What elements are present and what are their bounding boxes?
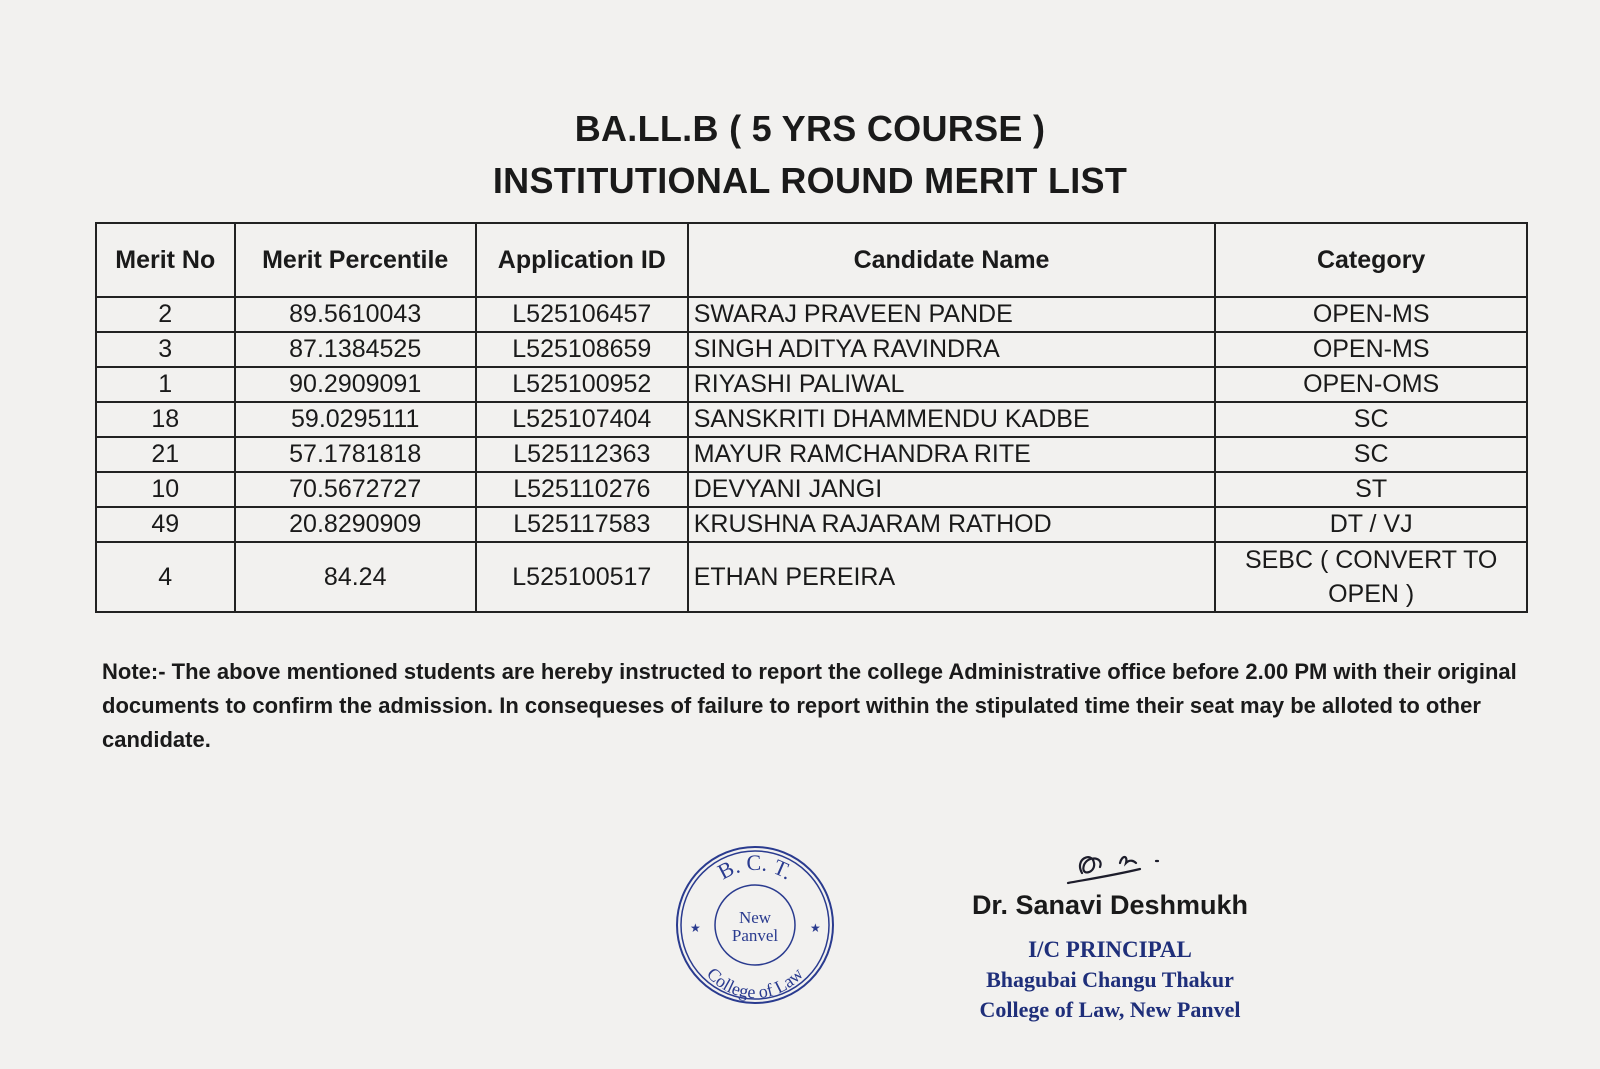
- category-cell: OPEN-OMS: [1215, 367, 1527, 402]
- merit-no-cell: 4: [96, 542, 235, 612]
- merit-no-cell: 2: [96, 297, 235, 332]
- merit-no-cell: 10: [96, 472, 235, 507]
- percentile-cell: 90.2909091: [235, 367, 476, 402]
- seal-center-line2: Panvel: [731, 926, 779, 945]
- svg-text:B. C. T.: [713, 850, 797, 885]
- table-row: [96, 297, 1527, 332]
- category-cell: SEBC ( CONVERT TO OPEN ): [1215, 542, 1527, 612]
- percentile-cell: 20.8290909: [235, 507, 476, 542]
- merit-no-cell: 18: [96, 402, 235, 437]
- seal-star-right-icon: ★: [810, 921, 821, 935]
- merit-no-cell: 1: [96, 367, 235, 402]
- header-category: Category: [1215, 223, 1527, 297]
- percentile-cell: 89.5610043: [235, 297, 476, 332]
- seal-center-line1: New: [738, 908, 772, 927]
- candidate-name-cell: SANSKRITI DHAMMENDU KADBE: [688, 402, 1216, 437]
- percentile-cell: 87.1384525: [235, 332, 476, 367]
- merit-table: [95, 222, 1528, 613]
- seal-bottom-text: College of Law: [702, 963, 808, 1003]
- percentile-cell: 70.5672727: [235, 472, 476, 507]
- category-cell: SC: [1215, 437, 1527, 472]
- candidate-name-cell: DEVYANI JANGI: [688, 472, 1216, 507]
- percentile-cell: 84.24: [235, 542, 476, 612]
- college-name-line1: Bhagubai Changu Thakur: [986, 967, 1234, 992]
- header-candidate-name: Candidate Name: [688, 223, 1216, 297]
- application-id-cell: L525112363: [476, 437, 688, 472]
- candidate-name-cell: SINGH ADITYA RAVINDRA: [688, 332, 1216, 367]
- merit-no-cell: 3: [96, 332, 235, 367]
- svg-text:College of Law: [703, 964, 807, 1003]
- candidate-name-cell: MAYUR RAMCHANDRA RITE: [688, 437, 1216, 472]
- category-cell: DT / VJ: [1215, 507, 1527, 542]
- merit-no-cell: 49: [96, 507, 235, 542]
- list-title: INSTITUTIONAL ROUND MERIT LIST: [492, 160, 1128, 201]
- table-row: [96, 472, 1527, 507]
- percentile-cell: 59.0295111: [235, 402, 476, 437]
- table-row: [96, 437, 1527, 472]
- application-id-cell: L525107404: [476, 402, 688, 437]
- percentile-cell: 57.1781818: [235, 437, 476, 472]
- application-id-cell: L525110276: [476, 472, 688, 507]
- application-id-cell: L525106457: [476, 297, 688, 332]
- header-application-id: Application ID: [476, 223, 688, 297]
- application-id-cell: L525100517: [476, 542, 688, 612]
- category-cell: OPEN-MS: [1215, 332, 1527, 367]
- signatory-role: I/C PRINCIPAL: [1028, 937, 1192, 962]
- table-row: [96, 542, 1527, 612]
- candidate-name-cell: RIYASHI PALIWAL: [688, 367, 1216, 402]
- college-seal-stamp: [670, 840, 840, 1010]
- application-id-cell: L525108659: [476, 332, 688, 367]
- category-cell: SC: [1215, 402, 1527, 437]
- table-row: [96, 367, 1527, 402]
- seal-star-left-icon: ★: [690, 921, 701, 935]
- college-name-line2: College of Law, New Panvel: [979, 997, 1241, 1022]
- category-cell: ST: [1215, 472, 1527, 507]
- application-id-cell: L525100952: [476, 367, 688, 402]
- table-row: [96, 507, 1527, 542]
- table-row: [96, 332, 1527, 367]
- application-id-cell: L525117583: [476, 507, 688, 542]
- seal-top-text: B. C. T.: [713, 849, 798, 885]
- merit-no-cell: 21: [96, 437, 235, 472]
- admission-note: Note:- The above mentioned students are hereby instructed to report the college Administrative office before 2.00 PM with their original documents to confirm the admission. In consequeses of failure to report within the stipulated time their seat may be alloted to other candidate.: [102, 659, 1517, 752]
- header-merit-percentile: Merit Percentile: [235, 223, 476, 297]
- category-cell: OPEN-MS: [1215, 297, 1527, 332]
- candidate-name-cell: SWARAJ PRAVEEN PANDE: [688, 297, 1216, 332]
- handwritten-signature: [1060, 845, 1190, 895]
- table-header-row: [96, 223, 1527, 297]
- candidate-name-cell: KRUSHNA RAJARAM RATHOD: [688, 507, 1216, 542]
- course-title: BA.LL.B ( 5 YRS COURSE ): [574, 108, 1046, 149]
- header-merit-no: Merit No: [96, 223, 235, 297]
- candidate-name-cell: ETHAN PEREIRA: [688, 542, 1216, 612]
- signatory-name: Dr. Sanavi Deshmukh: [971, 890, 1249, 920]
- table-row: [96, 402, 1527, 437]
